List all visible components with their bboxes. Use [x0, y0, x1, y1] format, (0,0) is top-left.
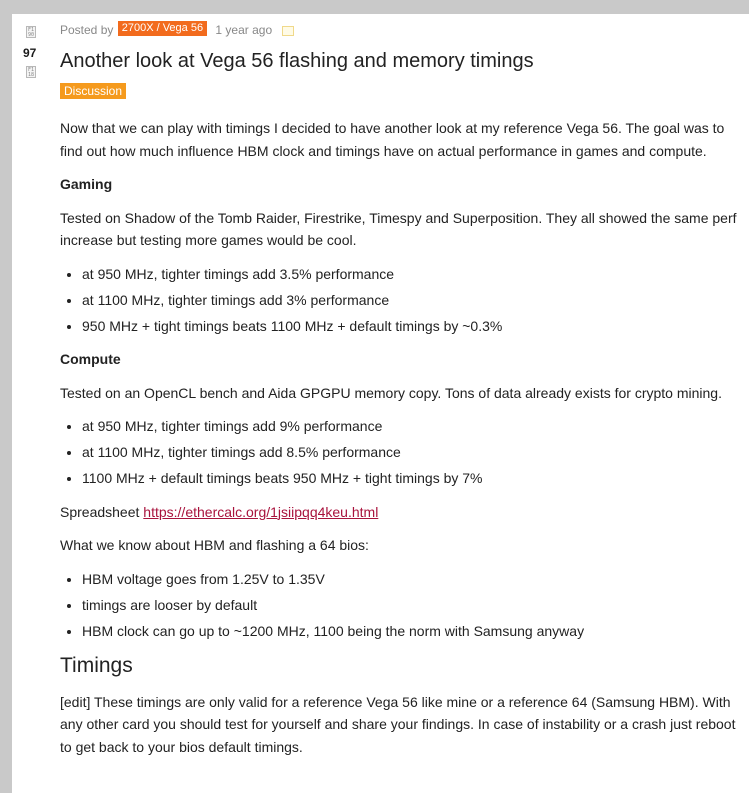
list-item: • at 950 MHz, tighter timings add 3.5% performance	[82, 263, 740, 286]
compute-paragraph: Tested on an OpenCL bench and Aida GPGPU memory copy. Tons of data already exists for crypto mining.	[60, 384, 722, 401]
post-time[interactable]: 1 year ago	[215, 23, 273, 37]
gaming-heading: Gaming	[60, 176, 113, 192]
timings-paragraph: [edit] These timings are only valid for a reference Vega 56 like mine or a reference 64 (Samsung HBM). With any other card you should test for yourself and share your findings. In case of instability or a crash just reboot to get back to your bios default timings.	[60, 693, 736, 755]
intro-paragraph: Now that we can play with timings I decided to have another look at my reference Vega 56. The goal was to find out how much influence HBM clock and timings have on actual performance in games and compute.	[60, 120, 725, 159]
post-body	[60, 117, 740, 769]
posted-by-label: Posted by	[60, 23, 114, 37]
award-icon	[282, 26, 294, 36]
gaming-paragraph: Tested on Shadow of the Tomb Raider, Firestrike, Timespy and Superposition. They all showed the same perf increase but testing more games would be cool.	[60, 209, 737, 248]
list-item: • 1100 MHz + default timings beats 950 MHz + tight timings by 7%	[82, 467, 740, 490]
list-item: • at 1100 MHz, tighter timings add 3% performance	[82, 289, 740, 312]
list-item: • at 1100 MHz, tighter timings add 8.5% performance	[82, 441, 740, 464]
post-card	[12, 14, 749, 793]
timings-heading: Timings	[60, 654, 133, 677]
spreadsheet-link[interactable]: https://ethercalc.org/1jsiipqq4keu.html	[143, 503, 379, 520]
vote-score: 97	[23, 46, 37, 60]
post-meta	[60, 23, 294, 39]
list-item: • HBM clock can go up to ~1200 MHz, 1100 being the norm with Samsung anyway	[82, 620, 740, 643]
spreadsheet-paragraph	[60, 501, 740, 524]
downvote-icon[interactable]: F1 18	[27, 67, 35, 78]
list-item: • 950 MHz + tight timings beats 1100 MHz + default timings by ~0.3%	[82, 315, 740, 338]
gaming-list	[60, 263, 740, 338]
post-flair-tag[interactable]: Discussion	[60, 83, 126, 99]
compute-heading: Compute	[60, 351, 121, 367]
hbm-intro-paragraph: What we know about HBM and flashing a 64 bios:	[60, 537, 369, 553]
hbm-list	[60, 568, 740, 643]
upvote-icon[interactable]: F1 90	[27, 27, 35, 38]
list-item: • at 950 MHz, tighter timings add 9% performance	[82, 415, 740, 438]
spreadsheet-label: Spreadsheet	[60, 503, 140, 520]
list-item: • HBM voltage goes from 1.25V to 1.35V	[82, 568, 740, 591]
user-flair[interactable]: 2700X / Vega 56	[118, 21, 207, 36]
compute-list	[60, 415, 740, 490]
list-item: • timings are looser by default	[82, 594, 740, 617]
post-title[interactable]: Another look at Vega 56 flashing and memory timings	[60, 50, 534, 72]
